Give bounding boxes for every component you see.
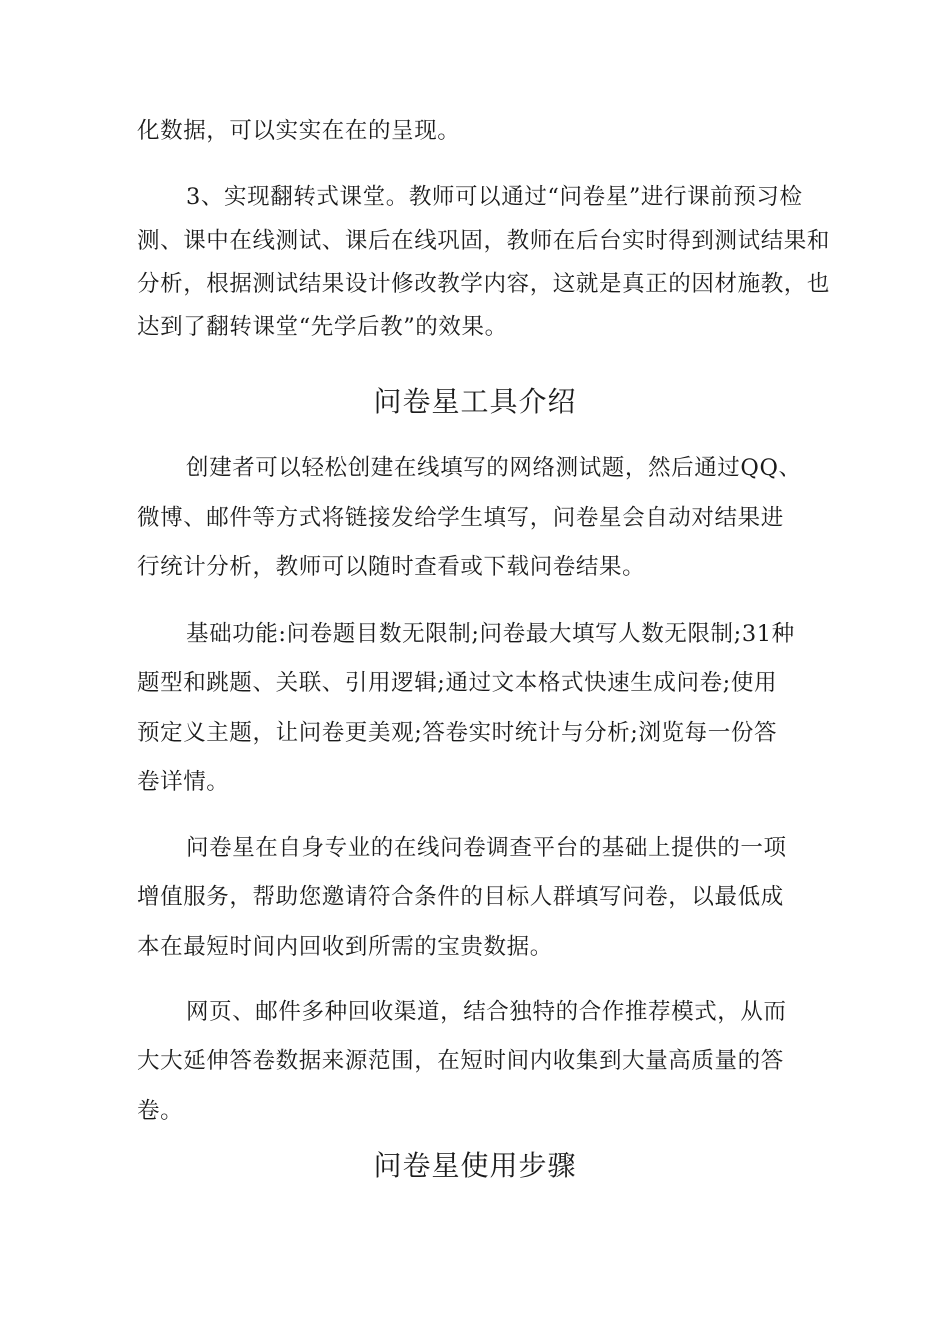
paragraph-channels-line-2: 大大延伸答卷数据来源范围，在短时间内收集到大量高质量的答 — [137, 1048, 784, 1074]
paragraph-features-line-1: 基础功能:问卷题目数无限制;问卷最大填写人数无限制;31种 — [186, 621, 795, 647]
heading-tool-intro: 问卷星工具介绍 — [373, 385, 577, 418]
heading-usage-steps: 问卷星使用步骤 — [373, 1149, 577, 1182]
paragraph-features-line-4: 卷详情。 — [137, 769, 230, 795]
paragraph-features-line-3: 预定义主题，让问卷更美观;答卷实时统计与分析;浏览每一份答 — [137, 720, 778, 746]
paragraph-flipped-line-3: 分析，根据测试结果设计修改教学内容，这就是真正的因材施教，也 — [137, 271, 831, 297]
paragraph-features-line-2: 题型和跳题、关联、引用逻辑;通过文本格式快速生成问卷;使用 — [137, 670, 778, 696]
paragraph-flipped-line-2: 测、课中在线测试、课后在线巩固，教师在后台实时得到测试结果和 — [137, 228, 831, 254]
paragraph-creator-line-1: 创建者可以轻松创建在线填写的网络测试题，然后通过QQ、 — [186, 455, 802, 481]
paragraph-creator-line-3: 行统计分析，教师可以随时查看或下载问卷结果。 — [137, 554, 646, 580]
paragraph-flipped-line-4: 达到了翻转课堂“先学后教”的效果。 — [137, 314, 508, 340]
paragraph-channels-line-1: 网页、邮件多种回收渠道，结合独特的合作推荐模式，从而 — [186, 999, 787, 1025]
paragraph-service-line-2: 增值服务，帮助您邀请符合条件的目标人群填写问卷，以最低成 — [137, 884, 784, 910]
paragraph-channels-line-3: 卷。 — [137, 1098, 184, 1124]
paragraph-creator-line-2: 微博、邮件等方式将链接发给学生填写，问卷星会自动对结果进 — [137, 505, 784, 531]
paragraph-service-line-1: 问卷星在自身专业的在线问卷调查平台的基础上提供的一项 — [186, 835, 787, 861]
paragraph-flipped-line-1: 3、实现翻转式课堂。教师可以通过“问卷星”进行课前预习检 — [186, 184, 803, 210]
paragraph-service-line-3: 本在最短时间内回收到所需的宝贵数据。 — [137, 934, 553, 960]
paragraph-intro-tail-line-1: 化数据，可以实实在在的呈现。 — [137, 118, 461, 144]
